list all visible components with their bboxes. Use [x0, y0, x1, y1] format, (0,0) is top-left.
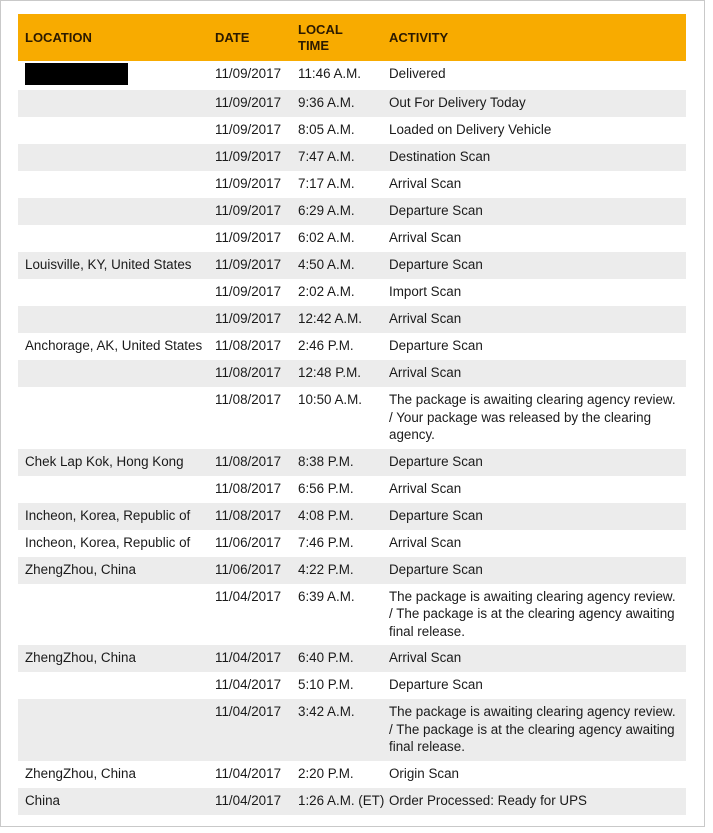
row-local-time: 6:40 P.M.	[298, 650, 354, 665]
column-header-local-time-line1: LOCAL	[298, 21, 343, 37]
row-date: 11/04/2017	[215, 704, 282, 719]
redacted-location-block	[25, 63, 128, 85]
table-row	[18, 144, 686, 171]
row-date: 11/09/2017	[215, 230, 282, 245]
row-activity: Departure Scan	[389, 338, 483, 353]
table-row	[18, 672, 686, 699]
row-activity: Arrival Scan	[389, 230, 462, 245]
row-date: 11/09/2017	[215, 176, 282, 191]
row-location: Incheon, Korea, Republic of	[25, 534, 191, 550]
row-local-time: 10:50 A.M.	[298, 392, 363, 407]
row-local-time: 7:46 P.M.	[298, 534, 354, 550]
row-activity: Origin Scan	[389, 765, 459, 781]
table-row	[18, 171, 686, 198]
row-location	[18, 699, 208, 761]
table-row	[18, 279, 686, 306]
row-activity: Delivered	[389, 66, 446, 81]
row-date: 11/06/2017	[215, 561, 282, 577]
row-location	[18, 225, 208, 252]
row-local-time: 8:38 P.M.	[298, 453, 354, 469]
row-date: 11/08/2017	[215, 392, 282, 407]
row-activity: Arrival Scan	[389, 480, 462, 496]
row-location	[18, 360, 208, 387]
table-row	[18, 503, 686, 530]
row-date: 11/08/2017	[215, 453, 282, 469]
row-activity: Departure Scan	[389, 677, 483, 692]
row-local-time: 4:50 A.M.	[298, 257, 355, 272]
row-location: ZhengZhou, China	[25, 650, 136, 665]
row-local-time: 6:56 P.M.	[298, 480, 354, 496]
row-local-time: 6:29 A.M.	[298, 203, 355, 218]
row-date: 11/08/2017	[215, 365, 282, 380]
row-local-time: 5:10 P.M.	[298, 677, 354, 692]
table-row	[18, 117, 686, 144]
row-activity: Departure Scan	[389, 257, 483, 272]
row-local-time: 6:02 A.M.	[298, 230, 355, 245]
table-row	[18, 360, 686, 387]
table-row	[18, 252, 686, 279]
row-activity: Loaded on Delivery Vehicle	[389, 122, 552, 137]
row-local-time: 1:26 A.M. (ET)	[298, 792, 385, 808]
row-location	[18, 306, 208, 333]
row-local-time: 7:47 A.M.	[298, 149, 355, 164]
row-activity: The package is awaiting clearing agency review. / The package is at the clearing agency awaiting final release.	[389, 704, 676, 754]
table-row	[18, 476, 686, 503]
column-header-local-time-line2: TIME	[298, 37, 330, 53]
row-local-time: 12:48 P.M.	[298, 365, 362, 380]
row-activity: Arrival Scan	[389, 176, 462, 191]
table-row	[18, 90, 686, 117]
row-date: 11/09/2017	[215, 149, 282, 164]
row-location	[18, 171, 208, 198]
row-local-time: 4:22 P.M.	[298, 561, 354, 577]
row-activity: Order Processed: Ready for UPS	[389, 792, 587, 808]
row-activity: Out For Delivery Today	[389, 95, 526, 110]
row-activity: Destination Scan	[389, 149, 491, 164]
table-row	[18, 584, 686, 646]
row-location	[18, 61, 208, 90]
row-date: 11/09/2017	[215, 95, 282, 110]
row-activity: Import Scan	[389, 284, 462, 299]
table-row	[18, 387, 686, 449]
row-date: 11/04/2017	[215, 588, 282, 604]
column-header-local-time	[291, 14, 382, 61]
row-local-time: 6:39 A.M.	[298, 588, 355, 604]
row-activity: Arrival Scan	[389, 534, 462, 550]
row-local-time: 7:17 A.M.	[298, 176, 355, 191]
table-row	[18, 333, 686, 360]
row-location: Incheon, Korea, Republic of	[25, 507, 191, 523]
row-local-time: 12:42 A.M.	[298, 311, 363, 326]
row-date: 11/06/2017	[215, 534, 282, 550]
row-activity: Departure Scan	[389, 203, 483, 218]
table-row	[18, 645, 686, 672]
table-header	[18, 14, 686, 61]
row-date: 11/09/2017	[215, 311, 282, 326]
row-activity: Departure Scan	[389, 507, 483, 523]
row-local-time: 2:02 A.M.	[298, 284, 355, 299]
row-activity: Arrival Scan	[389, 311, 462, 326]
table-row	[18, 449, 686, 476]
row-date: 11/09/2017	[215, 122, 282, 137]
row-local-time: 2:46 P.M.	[298, 338, 354, 353]
row-location	[18, 672, 208, 699]
row-activity: Departure Scan	[389, 453, 483, 469]
row-location	[18, 476, 208, 503]
row-date: 11/04/2017	[215, 765, 282, 781]
row-location: ZhengZhou, China	[25, 561, 136, 577]
column-header-location: LOCATION	[25, 30, 92, 45]
row-date: 11/09/2017	[215, 257, 282, 272]
row-date: 11/04/2017	[215, 792, 282, 808]
row-local-time: 8:05 A.M.	[298, 122, 355, 137]
row-activity: Arrival Scan	[389, 650, 462, 665]
table-row	[18, 530, 686, 557]
row-location	[18, 198, 208, 225]
shipment-progress-table	[18, 14, 686, 815]
row-date: 11/08/2017	[215, 507, 282, 523]
header-row	[18, 14, 686, 61]
row-activity: The package is awaiting clearing agency review. / The package is at the clearing agency awaiting final release.	[389, 588, 676, 639]
row-activity: Arrival Scan	[389, 365, 462, 380]
column-header-activity: ACTIVITY	[389, 30, 449, 45]
row-activity: The package is awaiting clearing agency review. / Your package was released by the clearing agency.	[389, 392, 676, 442]
row-local-time: 9:36 A.M.	[298, 95, 355, 110]
row-date: 11/08/2017	[215, 480, 282, 496]
row-location	[18, 117, 208, 144]
table-row	[18, 761, 686, 788]
row-date: 11/09/2017	[215, 284, 282, 299]
table-row	[18, 557, 686, 584]
table-body	[18, 61, 686, 815]
row-activity: Departure Scan	[389, 561, 483, 577]
row-location: Chek Lap Kok, Hong Kong	[25, 453, 184, 469]
row-location	[18, 90, 208, 117]
row-location: Louisville, KY, United States	[25, 257, 192, 272]
table-row	[18, 699, 686, 761]
table-row	[18, 306, 686, 333]
row-location: Anchorage, AK, United States	[25, 338, 203, 353]
row-location	[18, 387, 208, 449]
row-location: China	[25, 792, 60, 808]
row-date: 11/08/2017	[215, 338, 282, 353]
row-local-time: 3:42 A.M.	[298, 704, 355, 719]
row-date: 11/04/2017	[215, 677, 282, 692]
row-date: 11/09/2017	[215, 66, 282, 81]
table-row	[18, 61, 686, 90]
row-location	[18, 584, 208, 646]
row-local-time: 11:46 A.M.	[298, 66, 362, 81]
table-row	[18, 788, 686, 815]
row-location	[18, 144, 208, 171]
column-header-date: DATE	[215, 30, 250, 45]
row-location: ZhengZhou, China	[25, 765, 136, 781]
table-row	[18, 198, 686, 225]
row-date: 11/04/2017	[215, 650, 282, 665]
row-location	[18, 279, 208, 306]
row-local-time: 2:20 P.M.	[298, 765, 354, 781]
table-row	[18, 225, 686, 252]
row-date: 11/09/2017	[215, 203, 282, 218]
row-local-time: 4:08 P.M.	[298, 507, 354, 523]
